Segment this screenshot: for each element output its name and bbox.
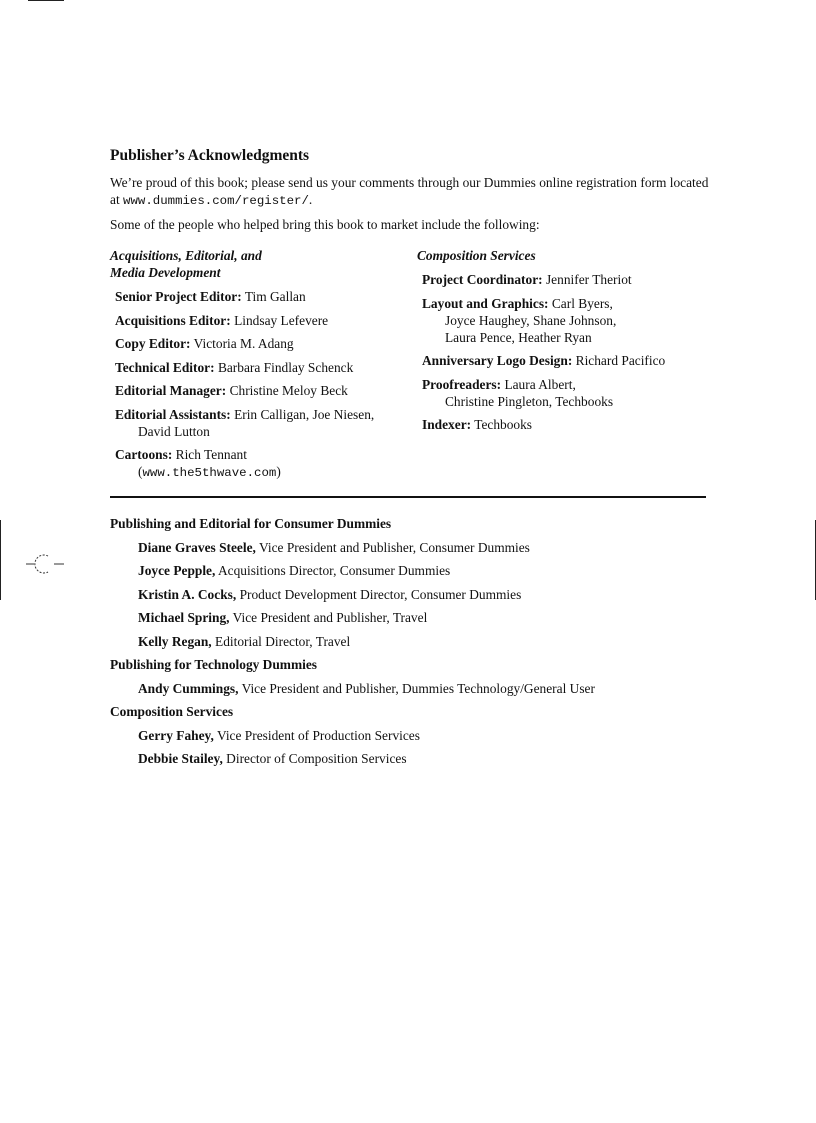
left-column-heading: Acquisitions, Editorial, and Media Development [110,248,262,280]
staff-person: Andy Cummings, Vice President and Publisher, Dummies Technology/General User [138,680,595,696]
credit-entry: Project Coordinator: Jennifer Theriot [422,272,632,287]
page-title: Publisher’s Acknowledgments [110,147,310,164]
intro-text: We’re proud of this book; please send us your comments through our Dummies online registration form located at [110,175,709,207]
crop-mark-top [28,0,64,1]
credits-right-column [417,247,717,440]
staff-group-heading: Publishing and Editorial for Consumer Dummies [110,516,392,531]
intro-paragraph [110,174,710,210]
cartoons-url[interactable]: www.the5thwave.com [142,466,277,480]
credit-entry: Acquisitions Editor: Lindsay Lefevere [115,312,329,328]
staff-person: Michael Spring, Vice President and Publisher, Travel [138,610,428,625]
credit-entry: Senior Project Editor: Tim Gallan [115,289,306,304]
crop-mark-left [0,520,1,600]
staff-person: Kristin A. Cocks, Product Development Director, Consumer Dummies [138,586,522,602]
registration-url[interactable]: www.dummies.com/register/ [123,194,309,208]
right-column-heading: Composition Services [417,248,536,263]
credit-entry: Layout and Graphics: Carl Byers, Joyce Haughey, Shane Johnson, Laura Pence, Heather Ryan [422,295,617,345]
staff-person: Diane Graves Steele, Vice President and Publisher, Consumer Dummies [138,539,530,555]
staff-person: Kelly Regan, Editorial Director, Travel [138,633,351,649]
credit-entry: Editorial Assistants: Erin Calligan, Joe Niesen, David Lutton [115,406,375,439]
staff-group-heading: Composition Services [110,704,234,719]
credit-entry: Anniversary Logo Design: Richard Pacifico [422,353,666,368]
credit-entry: Copy Editor: Victoria M. Adang [115,336,294,351]
staff-group-heading: Publishing for Technology Dummies [110,657,317,672]
registration-mark-icon [24,550,68,578]
cartoons-url-line: (www.the5thwave.com) [138,464,281,480]
credits-columns [110,247,710,479]
credits-left-column [110,247,410,489]
credit-entry: Editorial Manager: Christine Meloy Beck [115,383,348,398]
credit-entry: Cartoons: Rich Tennant (www.the5thwave.com) [115,446,410,482]
credit-entry: Indexer: Techbooks [422,417,533,432]
staff-list [110,515,730,774]
section-divider [110,496,706,498]
staff-person: Joyce Pepple, Acquisitions Director, Consumer Dummies [138,563,451,578]
staff-person: Gerry Fahey, Vice President of Production Services [138,727,420,743]
credit-entry: Technical Editor: Barbara Findlay Schenck [115,359,354,375]
intro-end: . [308,192,313,207]
acknowledgments-section [110,146,710,479]
credit-entry: Proofreaders: Laura Albert, Christine Pingleton, Techbooks [422,376,614,409]
intro-paragraph-2: Some of the people who helped bring this book to market include the following: [110,217,540,232]
staff-person: Debbie Stailey, Director of Composition Services [138,751,407,766]
